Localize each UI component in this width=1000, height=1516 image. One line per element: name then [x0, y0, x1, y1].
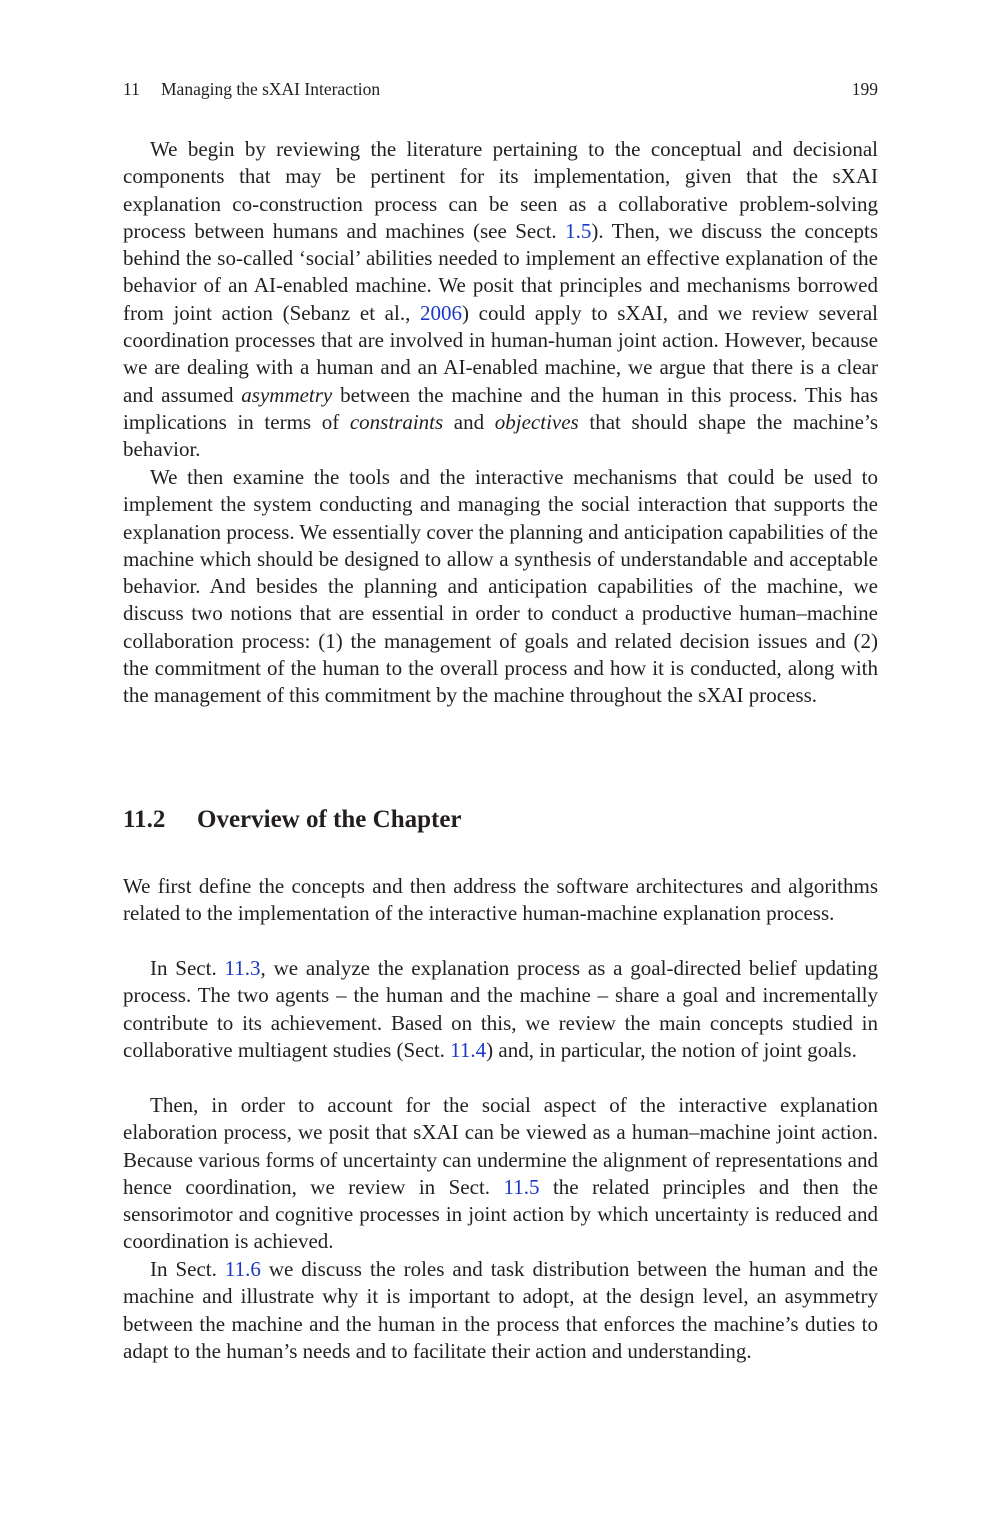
text-run: ) and, in particular, the notion of joint goals.	[486, 1037, 857, 1062]
paragraph-overview-intro: We first define the concepts and then address the software architectures and algorithms related to the implementation of the interactive human-machine explanation process.	[123, 874, 878, 926]
text-run: between the machine and the human in this process. This has implications in terms of	[123, 382, 878, 434]
text-run: In Sect.	[150, 956, 225, 980]
link-sect-11-3[interactable]: 11.3	[224, 956, 261, 980]
text-run: and	[443, 409, 495, 434]
emphasis-objectives: objectives	[494, 409, 579, 434]
paragraph-sect-11-5	[123, 1092, 878, 1256]
paragraph-sect-11-6	[123, 1256, 878, 1365]
running-head-chapter	[123, 79, 380, 100]
section-heading	[123, 806, 462, 834]
chapter-title: Managing the sXAI Interaction	[161, 79, 381, 99]
running-head	[123, 79, 878, 103]
link-sect-11-6[interactable]: 11.6	[224, 1257, 261, 1281]
emphasis-asymmetry: asymmetry	[241, 382, 333, 407]
link-sect-1-5[interactable]: 1.5	[565, 218, 592, 243]
link-citation-2006[interactable]: 2006	[419, 300, 462, 325]
section-title: Overview of the Chapter	[197, 806, 462, 833]
text-run: In Sect.	[150, 1257, 225, 1281]
link-sect-11-4[interactable]: 11.4	[450, 1037, 487, 1062]
text-run: We begin by reviewing the literature pertaining to the conceptual and decisional components that may be pertinent for its implementation, given that the sXAI explanation co-construction process can be seen as a collaborative problem-solving process between humans and machines (see Sect.	[123, 137, 878, 243]
paragraph-sect-11-3	[123, 955, 878, 1064]
section-number: 11.2	[123, 806, 166, 833]
text-run: ). Then, we discuss the concepts behind the so-called ‘social’ abilities needed to implement an effective explanation of the behavior of an AI-enabled machine. We posit that principles and mechanisms borrowed from joint action (Sebanz et al.,	[123, 218, 878, 325]
paragraph-tools-mechanisms: We then examine the tools and the interactive mechanisms that could be used to implement the system conducting and managing the social interaction that supports the explanation process. We essentially cover the planning and anticipation capabilities of the machine which should be designed to allow a synthesis of understandable and acceptable behavior. And besides the planning and anticipation capabilities of the machine, we discuss two notions that are essential in order to conduct a productive human–machine collaboration process: (1) the management of goals and related decision issues and (2) the commitment of the human to the overall process and how it is conducted, along with the management of this commitment by the machine throughout the sXAI process.	[123, 465, 878, 708]
text-run: Then, in order to account for the social aspect of the interactive explanation elaboration process, we posit that sXAI can be viewed as a human–machine joint action. Because various forms of uncertainty can undermine the alignment of representations and hence coordination, we review in Sect.	[123, 1093, 878, 1199]
page-number: 199	[851, 79, 878, 99]
text-run: , we analyze the explanation process as a goal-directed belief updating process. The two agents – the human and the machine – share a goal and incrementally contribute to its achievement. Based on this, we review the main concepts studied in collaborative multiagent studies (Sect.	[123, 956, 878, 1062]
link-sect-11-5[interactable]: 11.5	[503, 1174, 540, 1199]
chapter-number: 11	[123, 79, 140, 99]
text-run: ) could apply to sXAI, and we review several coordination processes that are involved in human-human joint action. However, because we are dealing with a human and an AI-enabled machine, we argue that there is a clear and assumed	[123, 300, 878, 407]
emphasis-constraints: constraints	[349, 409, 444, 434]
text-run: we discuss the roles and task distribution between the human and the machine and illustrate why it is important to adopt, at the design level, an asymmetry between the machine and the human in the process that enforces the machine’s duties to adapt to the human’s needs and to facilitate their action and understanding.	[123, 1257, 879, 1363]
text-run: the related principles and then the sensorimotor and cognitive processes in joint action by which uncertainty is reduced and coordination is achieved.	[123, 1174, 878, 1254]
text-run: that should shape the machine’s behavior.	[123, 409, 878, 462]
paragraph-intro-literature	[123, 136, 878, 464]
